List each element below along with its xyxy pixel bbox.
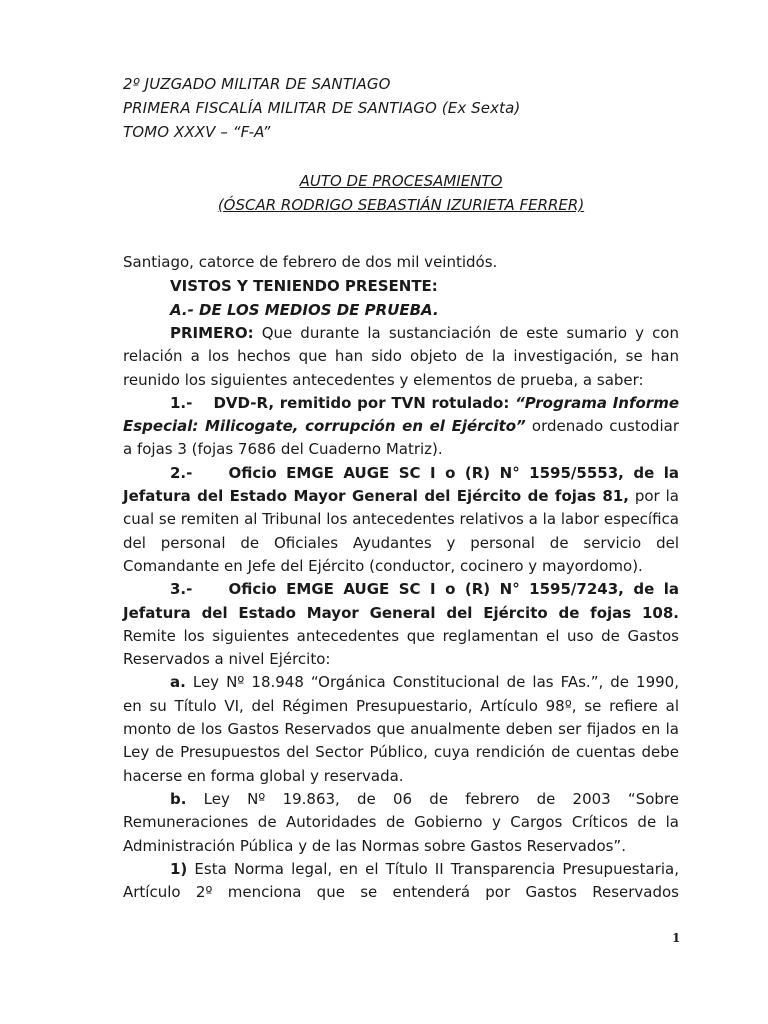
document-title xyxy=(123,169,679,217)
paragraph-primero: PRIMERO: Que durante la sustanciación de este sumario y con relación a los hechos que han sido objeto de la investigación, se han reunido los siguientes antecedentes y elementos de prueba, a saber: xyxy=(123,324,679,389)
header-line-fiscalia: PRIMERA FISCALÍA MILITAR DE SANTIAGO (Ex Sexta) xyxy=(123,99,521,117)
section-a-heading: A.- DE LOS MEDIOS DE PRUEBA. xyxy=(170,301,439,319)
primero-label: PRIMERO: xyxy=(170,324,254,342)
date-line: Santiago, catorce de febrero de dos mil veintidós. xyxy=(123,253,498,271)
evidence-item-1: 1.- DVD-R, remitido por TVN rotulado: “Programa Informe Especial: Milicogate, corrupción en el Ejército” ordenado custodiar a fojas 3 (fojas 7686 del Cuaderno Matriz). xyxy=(123,393,680,459)
evidence-item-3: 3.- Oficio EMGE AUGE SC I o (R) N° 1595/7243, de la Jefatura del Estado Mayor General del Ejército de fojas 108. Remite los siguientes antecedentes que reglamentan el uso de Gastos Reservados a nivel Ejército: xyxy=(123,580,679,669)
header-line-tomo: TOMO XXXV – “F-A” xyxy=(123,123,271,141)
document-body xyxy=(123,72,679,904)
page-number: 1 xyxy=(672,931,681,945)
header-line-court: 2º JUZGADO MILITAR DE SANTIAGO xyxy=(123,75,391,93)
court-header xyxy=(123,72,679,144)
sub-item-a: a. Ley Nº 18.948 “Orgánica Constitucional de las FAs.”, de 1990, en su Título VI, del Régimen Presupuestario, Artículo 98º, se refiere al monto de los Gastos Reservados que anualmente deben ser fijados en la Ley de Presupuestos del Sector Público, cuya rendición de cuentas debe hacerse en forma global y reservada. xyxy=(123,673,679,785)
title-main: AUTO DE PROCESAMIENTO xyxy=(299,172,503,190)
title-subject: (ÓSCAR RODRIGO SEBASTIÁN IZURIETA FERRER) xyxy=(217,196,585,214)
sub-item-b: b. Ley Nº 19.863, de 06 de febrero de 2003 “Sobre Remuneraciones de Autoridades de Gobierno y Cargos Críticos de la Administración Pública y de las Normas sobre Gastos Reservados”. xyxy=(123,789,679,855)
sub-item-b-1: 1) Esta Norma legal, en el Título II Transparencia Presupuestaria, Artículo 2º menciona que se entenderá por Gastos Reservados xyxy=(123,859,679,902)
evidence-item-2: 2.- Oficio EMGE AUGE SC I o (R) N° 1595/5553, de la Jefatura del Estado Mayor General del Ejército de fojas 81, por la cual se remiten al Tribunal los antecedentes relativos a la labor específica del personal de Oficiales Ayudantes y personal de servicio del Comandante en Jefe del Ejército (conductor, cocinero y mayordomo). xyxy=(123,463,679,575)
vistos-heading: VISTOS Y TENIENDO PRESENTE: xyxy=(170,277,438,295)
